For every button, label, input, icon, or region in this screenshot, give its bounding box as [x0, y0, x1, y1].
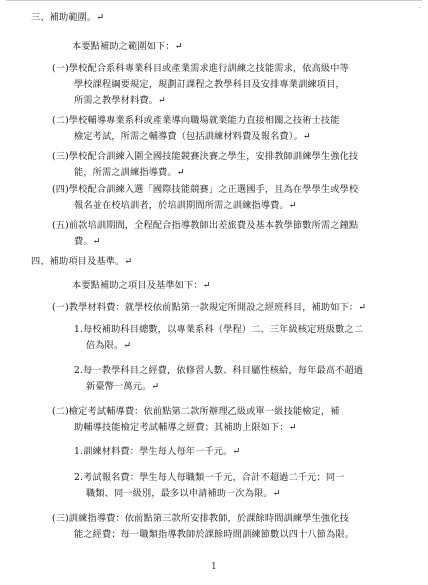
sub-item-line: 倍為限。↵ [86, 340, 132, 351]
corner-mark: · [417, 4, 422, 12]
list-item-line: 檢定考試，所需之輔導費（包括訓練材料費及報名費）。↵ [74, 131, 311, 142]
list-item-line: 能，所需之訓練指導費。↵ [74, 167, 185, 178]
list-item-line: 助輔導技能檢定考試輔導之經費；其補助上限如下：↵ [74, 422, 297, 433]
sub-item-line: 1.每校補助科目總數，以專業系科（學程）二、三年級核定班級數之二 [74, 324, 364, 335]
page-number: 1 [211, 562, 217, 572]
sub-item-line: 2.考試報名費：學生每人每職類一千元，合計不超過二千元；同一 [74, 472, 345, 483]
list-item-line: 所需之教學材料費。↵ [74, 95, 166, 106]
list-item-line: (四)學校配合訓練入選「國際技能競賽」之正選國手，且為在學學生或學校 [52, 184, 359, 195]
page-top-edge [6, 0, 422, 1]
list-item-line: 學校課程綱要規定，規劃訂課程之教學科目及安排專業訓練項目， [74, 79, 345, 90]
sub-item-line: 新臺幣一萬元。↵ [86, 381, 160, 392]
section-heading-3: 三、補助範圍。↵ [31, 12, 105, 23]
list-item-line: 費。↵ [74, 236, 101, 247]
list-item-line: (三)學校配合訓練入圍全國技能競賽決賽之學生，安排教師訓練學生強化技 [52, 151, 359, 162]
section-heading-4: 四、補助項目及基準。↵ [31, 256, 133, 267]
list-item-line: (一)教學材料費：就學校依前點第一款規定所開設之經班科目，補助如下：↵ [52, 302, 367, 313]
list-item-line: (五)前款培訓期間，全程配合指導教師出差旅費及基本教學節數所需之鐘點 [52, 220, 359, 231]
sub-item-line: 1.訓練材料費：學生每人每年一千元。↵ [74, 446, 241, 457]
list-item-line: (三)訓練指導費：依前點第三款所安排教師，於課餘時間訓練學生強化技 [52, 513, 349, 524]
list-item-line: 能之經費；每一職類指導教師於課餘時間訓練節數以四十八節為限。 [74, 529, 355, 540]
sub-item-line: 職類、同一級別，最多以申請補助一次為限。↵ [86, 488, 281, 499]
paragraph-line: 本要點補助之項目及基準如下：↵ [72, 280, 211, 291]
list-item-line: (二)學校輔導專業系科或產業導向職場就業能力直接相關之技術士技能 [52, 115, 340, 126]
list-item-line: (一)學校配合系科專業科目或產業需求進行訓練之技能需求，依高級中等 [52, 63, 349, 74]
paragraph-line: 本要點補助之範圍如下：↵ [72, 41, 183, 52]
list-item-line: 報名並在校培訓者，於培訓期間所需之訓練指導費。↵ [74, 200, 297, 211]
sub-item-line: 2.每一教學科目之經費，依修習人數、科目屬性核給，每年最高不超過 [74, 365, 364, 376]
list-item-line: (二)檢定考試輔導費：依前點第二款所辦理乙級或單一級技能檢定，補 [52, 406, 340, 417]
